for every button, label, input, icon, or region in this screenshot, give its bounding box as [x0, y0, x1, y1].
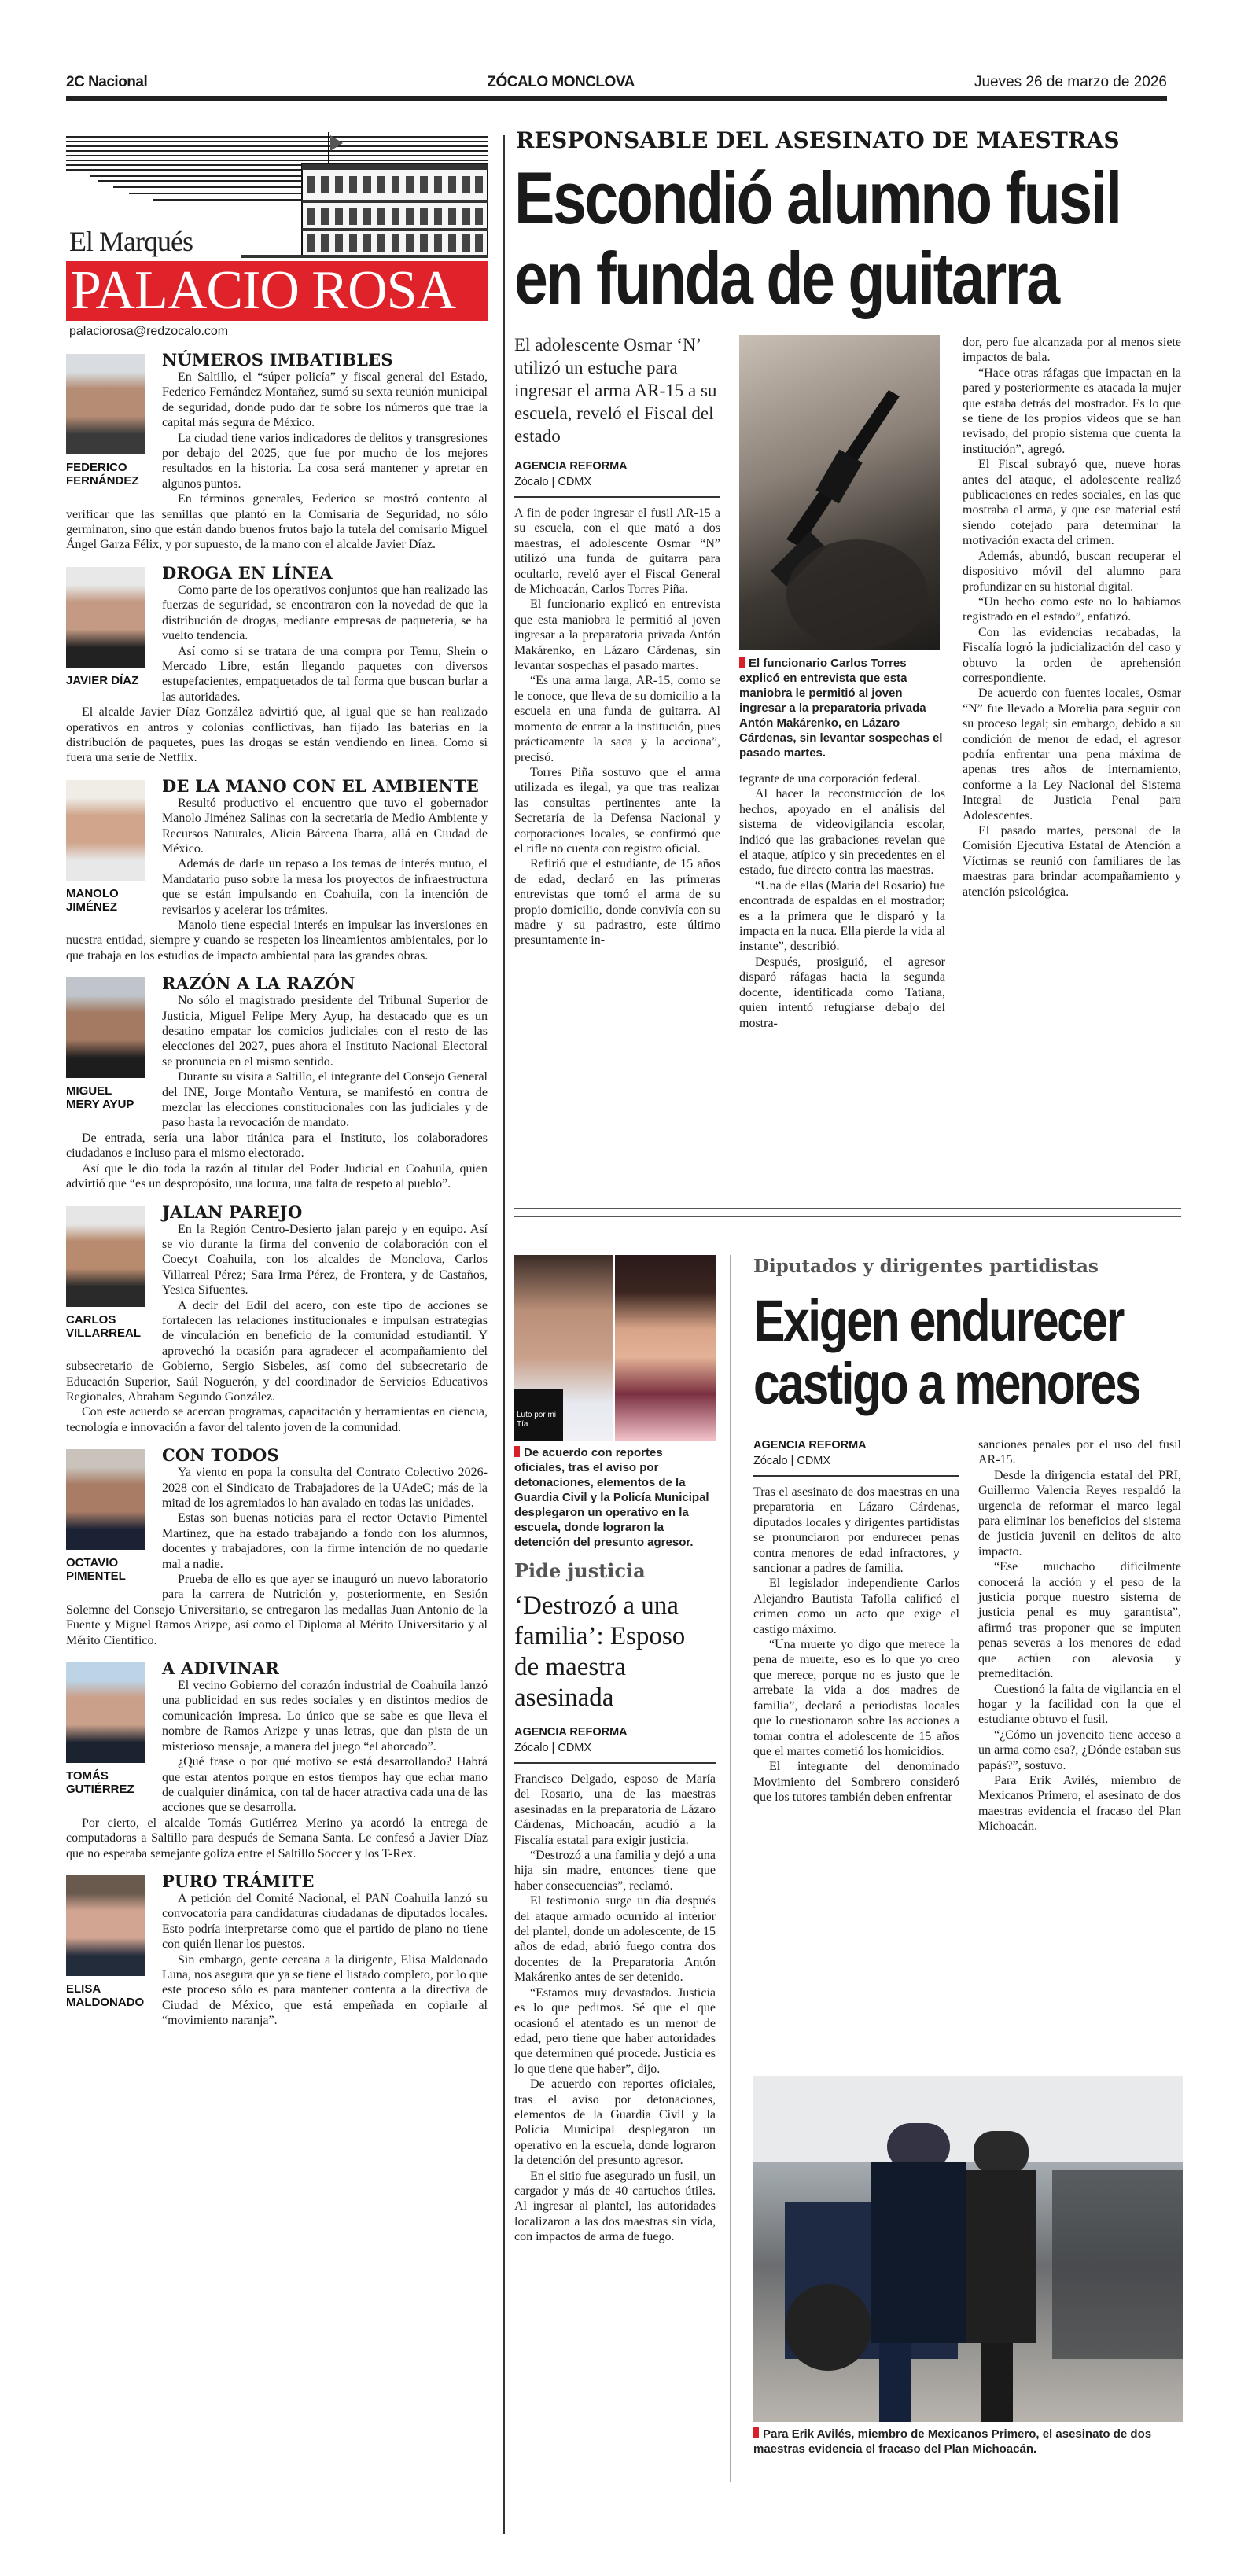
body-paragraph: Resultó productivo el encuentro que tuvo el gobernador Manolo Jiménez Salinas con la secretaria de Medio Ambiente y Recursos Naturales, Alicia Bárcena Ibarra, allá en Ciudad de México.: [162, 796, 488, 856]
item-heading: JALAN PAREJO: [162, 1202, 303, 1222]
main-body-column-1: [514, 506, 720, 948]
portrait-photo: [66, 1875, 145, 1976]
weapon-caption-text: El funcionario Carlos Torres explicó en entrevista que esta maniobra le permitió al joven ingresar a la preparatoria privada Antón Makárenko, en Lázaro Cárdenas, sin levantar sospechas el pasado martes.: [739, 657, 943, 760]
third-dateline: Zócalo | CDMX: [753, 1455, 831, 1467]
body-paragraph: Además de darle un repaso a los temas de interés mutuo, el Mandatario puso sobre la mesa los proyectos de infraestructura que se están impulsando en Coahuila, con la intención de revisarlos y acelerar los trámites.: [162, 857, 488, 917]
portrait-photo: [66, 567, 145, 668]
body-paragraph: Después, prosiguió, el agresor disparó ráfagas hacia la segunda docente, identificada como Tatiana, quien intentó refugiarse debajo del mostra-: [739, 955, 945, 1030]
body-paragraph: Con las evidencias recabadas, la Fiscalía logró la judicialización del caso y obtuvo la orden de aprehensión correspondiente.: [963, 625, 1181, 685]
police-photo-caption: [753, 2427, 1183, 2456]
caption-marker: [514, 1446, 520, 1457]
third-headline-line-1: Exigen endurecer: [753, 1288, 1123, 1353]
portrait-name: CARLOS VILLARREAL: [66, 1312, 141, 1340]
portrait-name: MIGUEL MERY AYUP: [66, 1084, 134, 1112]
item-heading: NÚMEROS IMBATIBLES: [162, 350, 393, 370]
body-paragraph: El vecino Gobierno del corazón industrial de Coahuila lanzó una publicidad en sus redes sociales y en distintos medios de comunicación impresa. Lo único que se sabe es que lleva el nombre de Ramos Arizpe y unas letras, que dan pista de un misterioso mensaje, a manera del juego “el ahorcado”.: [162, 1679, 488, 1754]
second-kicker: Pide justicia: [514, 1559, 646, 1582]
main-headline-line-1: Escondió alumno fusil: [514, 156, 1121, 239]
second-story: [514, 1255, 716, 2245]
third-kicker: Diputados y dirigentes partidistas: [753, 1256, 1099, 1277]
portrait-block: [66, 1875, 148, 2009]
body-paragraph: A decir del Edil del acero, con este tipo de acciones se fortalecen las relaciones institucionales e impulsan estrategias de vinculación en beneficio de la comunidad estudiantil. Y aprovechó la ocasión para agradecer el acompañamiento del subsecretario de Gobierno, Sergio Sisbeles, así como del subsecretario de Educación Superior, Saúl Noguerón, y del coordinador de Servicios Educativos Regionales, Abraham Segundo González.: [66, 1298, 488, 1404]
column-title: PALACIO ROSA: [71, 260, 456, 321]
main-headline-line-2: en funda de guitarra: [514, 237, 1058, 319]
portrait-photo: [66, 780, 145, 881]
body-paragraph: Durante su visita a Saltillo, el integrante del Consejo General del INE, Jorge Montaño Ventura, se manifestó en contra de mezclar las elecciones constitucionales con las judiciales y de paso hasta la revocación de mandato.: [162, 1070, 488, 1130]
second-agency: AGENCIA REFORMA: [514, 1726, 628, 1739]
column-banner: [66, 132, 488, 321]
body-paragraph: Refirió que el estudiante, de 15 años de edad, declaró en las primeras entrevistas que tomó el arma de su propio domicilio, donde convivía con su madre y su padrastro, este último presuntamente in-: [514, 857, 720, 948]
portrait-name: JAVIER DÍAZ: [66, 673, 139, 687]
column-item: [66, 1446, 488, 1648]
body-paragraph: De acuerdo con fuentes locales, Osmar “N” fue llevado a Morelia para seguir con su proceso legal; sin embargo, debido a su condición de menor de edad, el agresor podría enfrentar una pena máxima de apenas tres años de internamiento, conforme a la Ley Nacional del Sistema Integral de Justicia Penal para Adolescentes.: [963, 686, 1181, 822]
main-headline: [514, 156, 1198, 321]
section-divider-top: [514, 1208, 1181, 1209]
column-kicker: El Marqués: [69, 226, 193, 257]
body-paragraph: “Una muerte yo digo que merece la pena de muerte, eso es lo que yo creo que merece, porque no es justo que le arrebate la vida a dos madres de familia”, declaró a periodistas locales que lo cuestionaron sobre las acciones a tomar contra el adolescente de 15 años que el martes cometió los homicidios.: [753, 1638, 959, 1758]
main-kicker: RESPONSABLE DEL ASESINATO DE MAESTRAS: [516, 127, 1120, 153]
caption-marker: [739, 657, 745, 668]
column-item: [66, 1872, 488, 2029]
police-scene: [753, 2076, 1183, 2422]
third-body-column-1: [753, 1485, 959, 1805]
main-column-1: [514, 333, 720, 948]
body-paragraph: Por cierto, el alcalde Tomás Gutiérrez Merino ya acordó la entrega de computadoras a Saltillo para después de Semana Santa. Le confesó a Javier Díaz que no esperaba semejante goliza entre el Saltillo Soccer y los T-Rex.: [66, 1816, 488, 1860]
portrait-block: [66, 567, 148, 687]
body-paragraph: Prueba de ello es que ayer se inauguró un nuevo laboratorio para la carrera de Nutrición y, posteriormente, en Sesión Solemne del Consejo Universitario, se entregaron las medallas Juan Antonio de la Fuente y Miguel Ramos Arizpe, así como el Diploma al Mérito Universitario y al Mérito Científico.: [66, 1573, 488, 1647]
body-paragraph: “Ese muchacho difícilmente conocerá la acción y el peso de la justicia porque nuestro sistema de justicia penal es muy garantista”, afirmó tras proponer que se imputen penas severas a los menores de edad que actúen con alevosía y premeditación.: [978, 1560, 1181, 1681]
third-byline: [753, 1437, 959, 1477]
body-paragraph: Tras el asesinato de dos maestras en una preparatoria en Lázaro Cárdenas, diputados locales y dirigentes partidistas se pronunciaron por endurecer penas contra menores de edad infractores, y sancionar a padres de familia.: [753, 1485, 959, 1576]
issue-date: Jueves 26 de marzo de 2026: [974, 74, 1167, 90]
teachers-photo-left: [514, 1255, 613, 1441]
portrait-block: [66, 1449, 148, 1583]
portrait-name: FEDERICO FERNÁNDEZ: [66, 461, 139, 488]
body-paragraph: Sin embargo, gente cercana a la dirigente, Elisa Maldonado Luna, nos asegura que ya se tiene el listado completo, por lo que este proceso sólo es para mantener contenta a la directiva de Ciudad de México, que está empeñada en copiarle al “movimiento naranja”.: [162, 1952, 488, 2028]
body-paragraph: En la Región Centro-Desierto jalan parejo y en equipo. Así se vio durante la firma del convenio de colaboración con el Coecyt Coahuila, con los alcaldes de Monclova, Carlos Villarreal Pérez; Sara Irma Pérez, de Frontera, y de Castaños, Yesica Sifuentes.: [162, 1222, 488, 1297]
main-body-column-2: [739, 771, 945, 1031]
body-paragraph: Estas son buenas noticias para el rector Octavio Pimentel Martínez, que ha estado trabajando a fondo con los alumnos, docentes y trabajadores, con la firme intención de no quedarle mal a nadie.: [162, 1511, 488, 1571]
body-paragraph: De acuerdo con reportes oficiales, tras el aviso por detonaciones, elementos de la Guardia Civil y la Policía Municipal desplegaron un operativo en la escuela, donde lograron la detención del presunto agresor.: [514, 2077, 716, 2168]
body-paragraph: Manolo tiene especial interés en impulsar las inversiones en nuestra entidad, siempre y cuando se respeten los lineamientos ambientales, por lo que trabaja en los estudios de impacto ambiental para las grandes obras.: [66, 918, 488, 962]
column-title-bar: [66, 261, 488, 321]
portrait-block: [66, 780, 148, 914]
main-agency: AGENCIA REFORMA: [514, 460, 628, 473]
body-paragraph: tegrante de una corporación federal.: [739, 772, 921, 786]
main-dateline: Zócalo | CDMX: [514, 476, 592, 488]
body-paragraph: “¿Cómo un jovencito tiene acceso a un arma como esa?, ¿Dónde estaban sus papás?”, sostuvo.: [978, 1728, 1181, 1772]
item-heading: DE LA MANO CON EL AMBIENTE: [162, 775, 479, 796]
memorial-text: Luto por mi Tía: [517, 1411, 557, 1429]
main-column-2: [739, 335, 945, 1031]
item-heading: PURO TRÁMITE: [162, 1871, 315, 1891]
body-paragraph: El Fiscal subrayó que, nueve horas antes del ataque, el adolescente realizó publicaciones en redes sociales, en las que mostraba el arma, y que ese material está siendo cotejado para determinar la motivación exacta del crimen.: [963, 458, 1181, 548]
newspaper-name: ZÓCALO MONCLOVA: [487, 74, 635, 90]
portrait-name: MANOLO JIMÉNEZ: [66, 886, 119, 914]
main-byline: [514, 458, 720, 498]
body-paragraph: Francisco Delgado, esposo de María del Rosario, una de las maestras asesinadas en la preparatoria de Lázaro Cárdenas, Michoacán, acudió a la Fiscalía estatal para exigir justicia.: [514, 1772, 716, 1847]
main-deck: El adolescente Osmar ‘N’ utilizó un estuche para ingresar el arma AR-15 a su escuela, reveló el Fiscal del estado: [514, 335, 717, 446]
portrait-photo: [66, 354, 145, 454]
body-paragraph: Desde la dirigencia estatal del PRI, Guillermo Valencia Reyes respaldó la urgencia de reformar el marco legal para eliminar los beneficios del sistema de justicia juvenil en delitos de alto impacto.: [978, 1468, 1181, 1558]
body-paragraph: dor, pero fue alcanzada por al menos siete impactos de bala.: [963, 336, 1181, 365]
main-body-column-3: [963, 335, 1181, 900]
body-paragraph: Cuestionó la falta de vigilancia en el hogar y la facilidad con la que el estudiante obtuvo el fusil.: [978, 1682, 1181, 1727]
portrait-block: [66, 977, 148, 1111]
column-email[interactable]: palaciorosa@redzocalo.com: [69, 325, 229, 338]
body-paragraph: Además, abundó, buscan recuperar el dispositivo móvil del alumno para profundizar en su historial digital.: [963, 549, 1181, 594]
portrait-photo: [66, 1206, 145, 1307]
weapon-photo-caption: [739, 656, 945, 760]
body-paragraph: Con este acuerdo se acercan programas, capacitación y herramientas en ciencia, tecnología e innovación a favor del talento joven de la comunidad.: [66, 1405, 488, 1434]
body-paragraph: En el sitio fue asegurado un fusil, un cargador y más de 40 cartuchos útiles. Al ingresar al plantel, las autoridades localizaron a las dos maestras sin vida, con impactos de arma de fuego.: [514, 2169, 716, 2244]
item-heading: CON TODOS: [162, 1445, 279, 1466]
second-headline: ‘Destrozó a una familia’: Esposo de maestra asesinada: [514, 1592, 686, 1712]
portrait-photo: [66, 977, 145, 1078]
body-paragraph: A fin de poder ingresar el fusil AR-15 a su escuela, con el que mató a dos maestras, el adolescente Osmar “N” utilizó una funda de guitarra para ocultarlo, reveló ayer el Fiscal General de Michoacán, Carlos Torres Piña.: [514, 506, 720, 597]
memorial-badge: [514, 1389, 563, 1441]
body-paragraph: “Estamos muy devastados. Justicia es lo que pedimos. Sé que el que ocasionó el atentado es un menor de edad, pero tiene que haber autoridades que determinen qué procede. Justicia es lo que tiene que haber”, dijo.: [514, 1985, 716, 2076]
portrait-block: [66, 354, 148, 488]
body-paragraph: El integrante del denominado Movimiento del Sombrero consideró que los tutores también deben enfrentar: [753, 1760, 959, 1805]
weapon-photo: [739, 335, 940, 650]
page-header: [66, 69, 1167, 101]
portrait-name: TOMÁS GUTIÉRREZ: [66, 1769, 134, 1797]
body-paragraph: sanciones penales por el uso del fusil AR-15.: [978, 1438, 1181, 1467]
second-byline: [514, 1724, 716, 1764]
body-paragraph: ¿Qué frase o por qué motivo se está desarrollando? Habrá que estar atentos porque en estos tiempos hay que echar mano de cualquier dinámica, con tal de hacer atractiva cada una de las acciones que se desarrolla.: [162, 1755, 488, 1815]
body-paragraph: “Es una arma larga, AR-15, como se le conoce, que lleva de su domicilio a la escuela en una funda de guitarra. Al momento de entrar a la institución, pues prácticamente la saca y la acciona”, precisó.: [514, 674, 720, 764]
section-label: 2C Nacional: [66, 74, 148, 90]
inner-divider: [730, 1255, 731, 2482]
portrait-photo: [66, 1449, 145, 1550]
third-headline-line-2: castigo a menores: [753, 1351, 1140, 1416]
column-item: [66, 974, 488, 1191]
body-paragraph: “Un hecho como este no lo habíamos registrado en el estado”, enfatizó.: [963, 594, 1181, 624]
body-paragraph: En Saltillo, el “súper policía” y fiscal general del Estado, Federico Fernández Montañez, sumó su sexta reunión municipal de seguridad, donde pudo dar fe sobre los números que trae la capital más segura de México.: [162, 370, 488, 430]
body-paragraph: El testimonio surge un día después del ataque armado ocurrido al interior del plantel, donde un adolescente, de 15 años de edad, abrió fuego contra dos docentes de la Preparatoria Antón Makárenko antes de ser detenido.: [514, 1894, 716, 1985]
body-paragraph: Como parte de los operativos conjuntos que han realizado las fuerzas de seguridad, se encontraron con la novedad de que la distribución de drogas, mediante empresas de paquetería, se ha vuelto tendencia.: [162, 583, 488, 643]
item-heading: DROGA EN LÍNEA: [162, 562, 333, 583]
item-heading: RAZÓN A LA RAZÓN: [162, 973, 355, 994]
column-item: [66, 351, 488, 553]
teachers-caption-text: De acuerdo con reportes oficiales, tras el aviso por detonaciones, elementos de la Guardia Civil y la Policía Municipal desplegaron un operativo en la escuela, donde lograron la detención del presunto agresor.: [514, 1446, 709, 1549]
body-paragraph: El legislador independiente Carlos Alejandro Bautista Tafolla calificó el crimen como un acto que exige el castigo máximo.: [753, 1577, 959, 1636]
body-paragraph: Ya viento en popa la consulta del Contrato Colectivo 2026-2028 con el Sindicato de Trabajadores de la UAdeC; más de la mitad de los agremiados lo han avalado en todas las unidades.: [162, 1466, 488, 1510]
portrait-name: OCTAVIO PIMENTEL: [66, 1556, 126, 1584]
column-divider: [503, 135, 505, 2534]
body-paragraph: Al hacer la reconstrucción de los hechos, apoyado en el análisis del sistema de videovigilancia escolar, indicó que las grabaciones revelan que el ataque, atípico y sin precedentes en el estado, fue directo contra las maestras.: [739, 787, 945, 878]
column-item: [66, 1203, 488, 1436]
police-block: [753, 2076, 1183, 2456]
body-paragraph: A petición del Comité Nacional, el PAN Coahuila lanzó su convocatoria para candidaturas ciudadanas de diputados locales. Esto podría interpretarse como que el partido de plano no tiene con quién llenar los puestos.: [162, 1891, 488, 1952]
body-paragraph: En términos generales, Federico se mostró contento al verificar que las semillas que plantó en la Comisaría de Seguridad, no sólo germinaron, sino que están dando buenos frutos bajo la tutela del comisario Miguel Ángel Garza Félix, y por supuesto, de la mano con el alcalde Javier Díaz.: [66, 492, 488, 552]
portrait-block: [66, 1206, 148, 1340]
body-paragraph: Torres Piña sostuvo que el arma utilizada es ilegal, ya que tras realizar las consultas pertinentes ante la Secretaría de la Defensa Nacional y corporaciones locales, se confirmó que el rifle no cuenta con registro oficial.: [514, 765, 720, 856]
body-paragraph: “Hace otras ráfagas que impactan en la pared y posteriormente es atacada la mujer que estaba detrás del mostrador. Es lo que se tiene de los propios videos que se han revisado, del propio sistema que cuenta la institución”, agregó.: [963, 366, 1181, 456]
police-caption-text: Para Erik Avilés, miembro de Mexicanos Primero, el asesinato de dos maestras evidencia el fracaso del Plan Michoacán.: [753, 2427, 1152, 2456]
body-paragraph: Así que le dio toda la razón al titular del Poder Judicial en Coahuila, quien advirtió que “es un despropósito, una locura, una falta de respeto al pueblo”.: [66, 1161, 488, 1191]
portrait-photo: [66, 1662, 145, 1763]
third-agency: AGENCIA REFORMA: [753, 1439, 867, 1452]
third-headline: [753, 1290, 1194, 1419]
police-photo: [753, 2076, 1183, 2422]
third-body-column-2: [978, 1437, 1181, 1834]
column-item: [66, 564, 488, 766]
body-paragraph: De entrada, sería una labor titánica para el Instituto, los colaboradores ciudadanos e incluso para el mismo electorado.: [66, 1131, 488, 1161]
body-paragraph: “Una de ellas (María del Rosario) fue encontrada de espaldas en el mostrador; es a la primera que le disparó y la impacta en la nuca. Ella pierde la vida al instante”, describió.: [739, 878, 945, 954]
teachers-photos: [514, 1255, 716, 1441]
second-body: [514, 1772, 716, 2245]
rifle-graphic: [739, 335, 940, 650]
column-item: [66, 1659, 488, 1861]
second-dateline: Zócalo | CDMX: [514, 1742, 592, 1754]
teachers-photo-caption: [514, 1445, 716, 1550]
caption-marker: [753, 2427, 759, 2438]
body-paragraph: El pasado martes, personal de la Comisión Ejecutiva Estatal de Atención a Víctimas se reunió con familiares de las maestras para brindar acompañamiento y atención psicológica.: [963, 824, 1181, 899]
body-paragraph: No sólo el magistrado presidente del Tribunal Superior de Justicia, Miguel Felipe Mery Ayup, ha destacado que es un desatino empatar los comicios judiciales con el resto de las elecciones del 2027, pues ahora el Instituto Nacional Electoral se pronuncia en el mismo sentido.: [162, 994, 488, 1069]
column-item: [66, 777, 488, 963]
body-paragraph: “Destrozó a una familia y dejó a una hija sin madre, entonces tiene que haber consecuencias”, reclamó.: [514, 1849, 716, 1893]
section-divider-bottom: [514, 1216, 1181, 1217]
body-paragraph: Así como si se tratara de una compra por Temu, Shein o Mercado Libre, están llegando paquetes con diversos estupefacientes, empaquetados de tal forma que buscan burlar a las autoridades.: [162, 644, 488, 704]
third-column-1: [753, 1437, 959, 1805]
portrait-block: [66, 1662, 148, 1796]
body-paragraph: El funcionario explicó en entrevista que esta maniobra le permitió al joven ingresar a la preparatoria privada Antón Makárenko, en Lázaro Cárdenas, sin levantar sospechas el pasado martes.: [514, 598, 720, 673]
portrait-name: ELISA MALDONADO: [66, 1982, 145, 2009]
column-items: [66, 351, 488, 2040]
item-heading: A ADIVINAR: [162, 1658, 279, 1679]
body-paragraph: El alcalde Javier Díaz González advirtió que, al igual que se han realizado operativos en antros y colonias conflictivas, han fijado las baterías en la distribución de paquetes, pues las drogas se están vendiendo en línea. Como si fuera una serie de Netflix.: [66, 705, 488, 765]
body-paragraph: La ciudad tiene varios indicadores de delitos y transgresiones por debajo del 2025, que fue por mucho de los mejores resultados en la historia. La cosa será mantener y apretar en algunos puntos.: [162, 431, 488, 491]
teachers-photo-right: [615, 1255, 716, 1441]
body-paragraph: Para Erik Avilés, miembro de Mexicanos Primero, el asesinato de dos maestras evidencia el fracaso del Plan Michoacán.: [978, 1773, 1181, 1834]
